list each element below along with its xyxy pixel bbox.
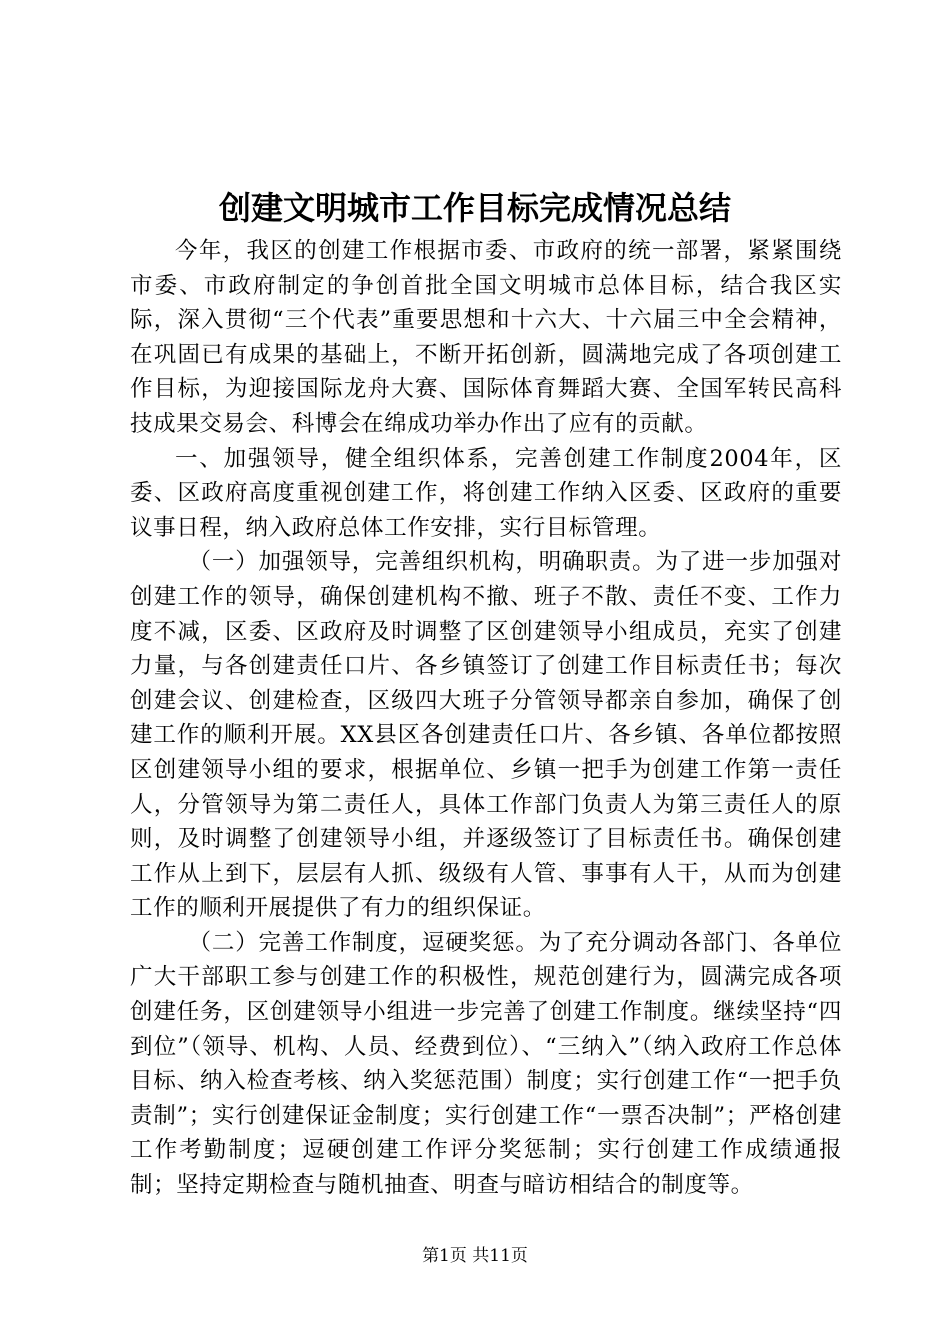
paragraph-section-one: 一、加强领导，健全组织体系，完善创建工作制度2004年，区委、区政府高度重视创建工作，将创建工作纳入区委、区政府的重要议事日程，纳入政府总体工作安排，实行目标管理。 <box>130 445 842 541</box>
document-title: 创建文明城市工作目标完成情况总结 <box>218 189 731 227</box>
paragraph-intro: 今年，我区的创建工作根据市委、市政府的统一部署，紧紧围绕市委、市政府制定的争创首批全国文明城市总体目标，结合我区实际，深入贯彻“三个代表”重要思想和十六大、十六届三中全会精神，在巩固已有成果的基础上，不断开拓创新，圆满地完成了各项创建工作目标，为迎接国际龙舟大赛、国际体育舞蹈大赛、全国军转民高科技成果交易会、科博会在绵成功举办作出了应有的贡献。 <box>130 238 842 437</box>
page-footer: 第1页 共11页 <box>422 1246 528 1266</box>
paragraph-subsection-one: （一）加强领导，完善组织机构，明确职责。为了进一步加强对创建工作的领导，确保创建机构不撤、班子不散、责任不变、工作力度不减，区委、区政府及时调整了区创建领导小组成员，充实了创建力量，与各创建责任口片、各乡镇签订了创建工作目标责任书；每次创建会议、创建检查，区级四大班子分管领导都亲自参加，确保了创建工作的顺利开展。XX县区各创建责任口片、各乡镇、各单位都按照区创建领导小组的要求，根据单位、乡镇一把手为创建工作第一责任人，分管领导为第二责任人，具体工作部门负责人为第三责任人的原则，及时调整了创建领导小组，并逐级签订了目标责任书。确保创建工作从上到下，层层有人抓、级级有人管、事事有人干，从而为创建工作的顺利开展提供了有力的组织保证。 <box>130 549 842 922</box>
document-body <box>130 234 842 1203</box>
paragraph-subsection-two: （二）完善工作制度，逗硬奖惩。为了充分调动各部门、各单位广大干部职工参与创建工作的积极性，规范创建行为，圆满完成各项创建任务，区创建领导小组进一步完善了创建工作制度。继续坚持“四到位”（领导、机构、人员、经费到位）、“三纳入”（纳入政府工作总体目标、纳入检查考核、纳入奖惩范围）制度；实行创建工作“一把手负责制”；实行创建保证金制度；实行创建工作“一票否决制”；严格创建工作考勤制度；逗硬创建工作评分奖惩制；实行创建工作成绩通报制；坚持定期检查与随机抽查、明查与暗访相结合的制度等。 <box>130 929 842 1199</box>
